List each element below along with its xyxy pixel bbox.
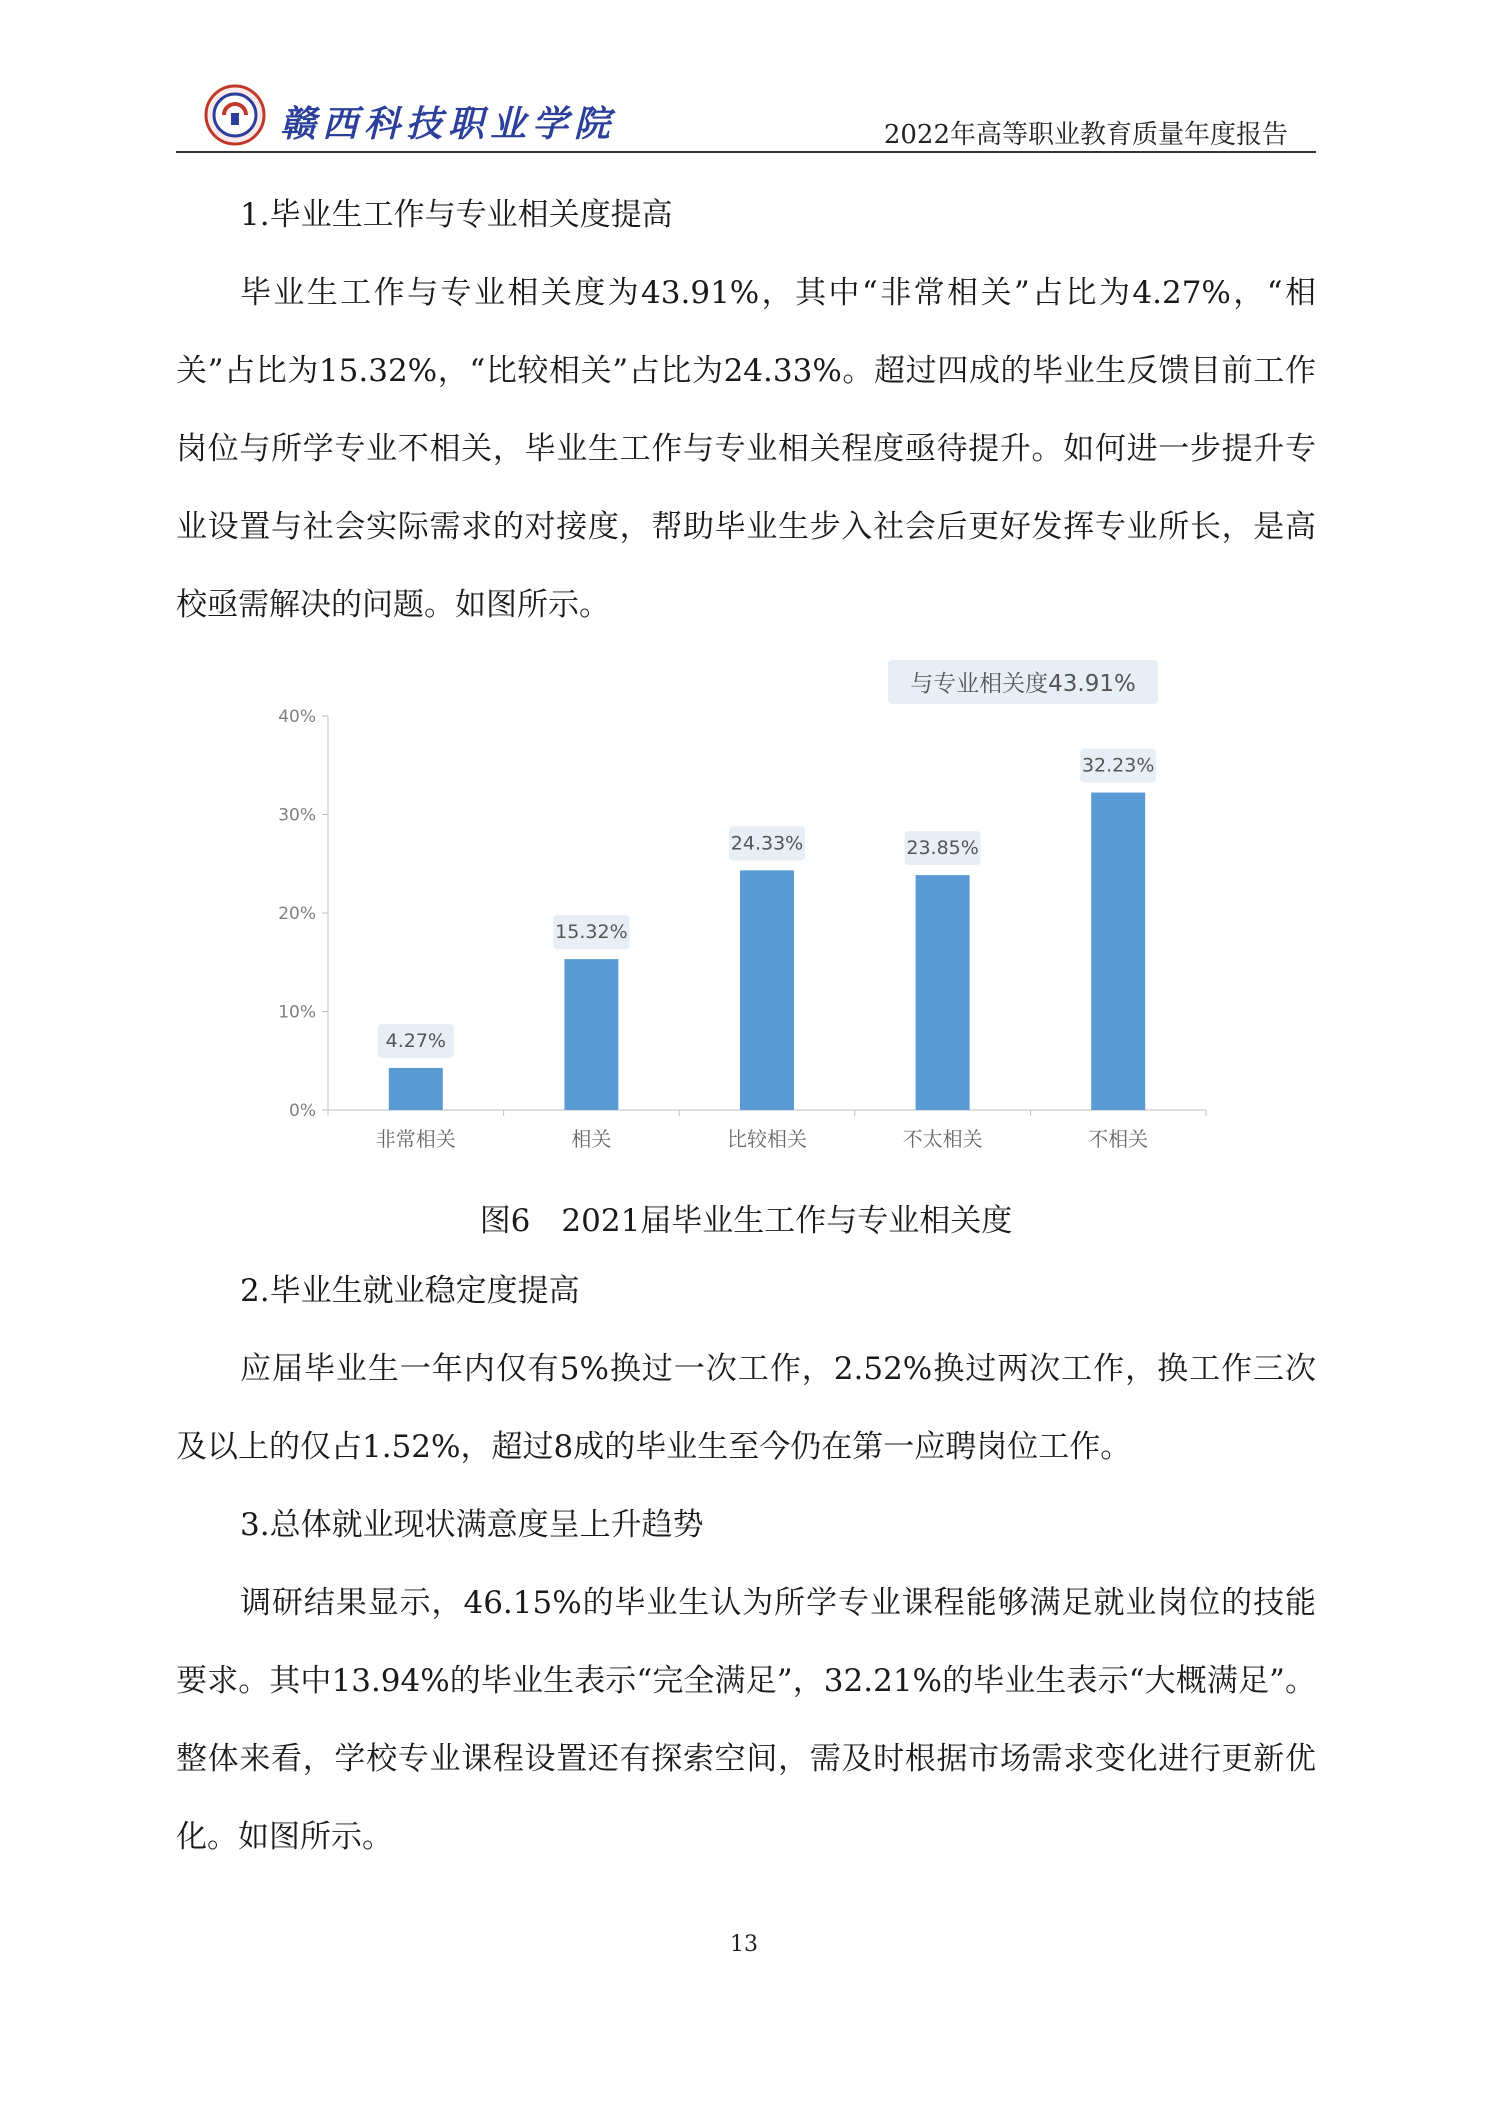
bar <box>740 870 794 1110</box>
data-label: 32.23% <box>1081 754 1155 777</box>
school-logo-icon <box>204 84 266 146</box>
section-1-paragraph: 毕业生工作与专业相关度为43.91%，其中“非常相关”占比为4.27%，“相关”占比为15.32%，“比较相关”占比为24.33%。超过四成的毕业生反馈目前工作岗位与所学专业不相关，毕业生工作与专业相关程度亟待提升。如何进一步提升专业设置与社会实际需求的对接度，帮助毕业生步入社会后更好发挥专业所长，是高校亟需解决的问题。如图所示。 <box>176 275 1316 623</box>
header-divider <box>176 151 1316 153</box>
section-2-paragraph: 应届毕业生一年内仅有5%换过一次工作，2.52%换过两次工作，换工作三次及以上的仅占1.52%，超过8成的毕业生至今仍在第一应聘岗位工作。 <box>176 1351 1316 1465</box>
category-label: 相关 <box>571 1127 612 1151</box>
category-label: 非常相关 <box>375 1127 456 1151</box>
school-name: 赣西科技职业学院 <box>280 104 617 145</box>
page-header <box>176 70 1316 154</box>
category-label: 不太相关 <box>902 1127 983 1151</box>
bar <box>564 959 618 1110</box>
y-tick-label: 40% <box>278 707 316 727</box>
bar-chart-svg <box>176 650 1316 1190</box>
report-title: 2022年高等职业教育质量年度报告 <box>883 120 1288 150</box>
y-tick-label: 0% <box>289 1101 316 1121</box>
data-label: 24.33% <box>730 832 804 855</box>
figure-caption: 图6 2021届毕业生工作与专业相关度 <box>479 1203 1013 1239</box>
data-label: 23.85% <box>906 837 979 860</box>
page-number: 13 <box>730 1932 758 1957</box>
y-tick-label: 30% <box>278 805 316 826</box>
category-label: 不相关 <box>1088 1127 1149 1151</box>
chart-annotation: 与专业相关度43.91% <box>910 671 1136 697</box>
y-tick-label: 10% <box>278 1002 316 1023</box>
bar <box>389 1068 443 1110</box>
data-label: 15.32% <box>555 921 628 944</box>
category-label: 比较相关 <box>727 1127 807 1151</box>
bar <box>916 875 970 1110</box>
y-tick-label: 20% <box>278 904 316 924</box>
bar <box>1091 793 1145 1110</box>
data-label: 4.27% <box>385 1029 446 1052</box>
section-3-heading: 3.总体就业现状满意度呈上升趋势 <box>240 1507 704 1543</box>
section-1-heading: 1.毕业生工作与专业相关度提高 <box>240 197 673 233</box>
relevance-chart <box>176 650 1316 1190</box>
section-2-heading: 2.毕业生就业稳定度提高 <box>240 1273 580 1309</box>
page-content <box>176 176 1316 1876</box>
section-3-paragraph: 调研结果显示，46.15%的毕业生认为所学专业课程能够满足就业岗位的技能要求。其中13.94%的毕业生表示“完全满足”，32.21%的毕业生表示“大概满足”。整体来看，学校专业课程设置还有探索空间，需及时根据市场需求变化进行更新优化。如图所示。 <box>176 1585 1316 1855</box>
